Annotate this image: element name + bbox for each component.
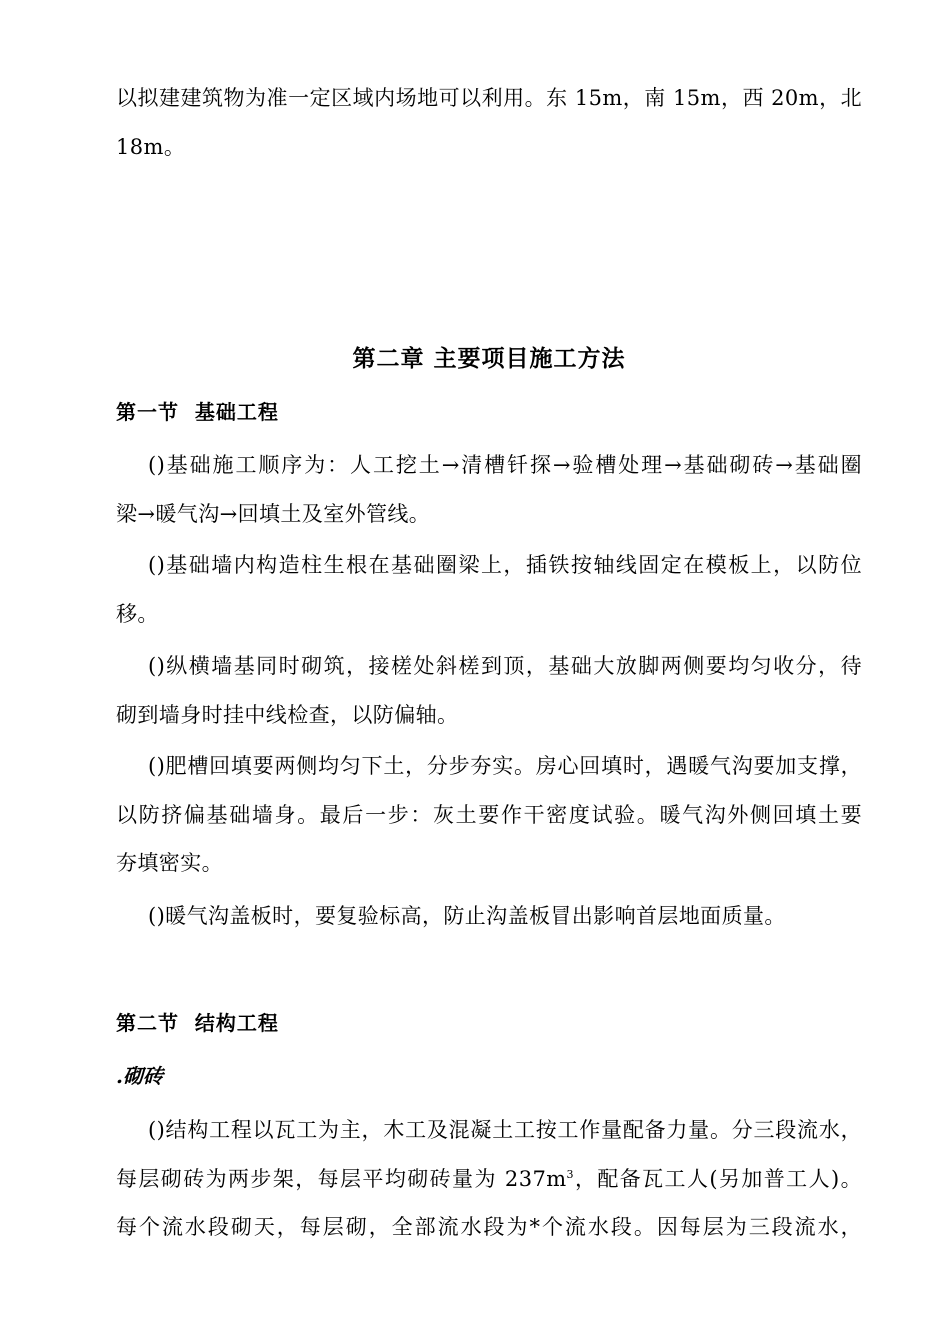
chapter-title: 第二章 主要项目施工方法 bbox=[352, 345, 626, 372]
s2-p1-line-3: 每个流水段砌天，每层砌，全部流水段为*个流水段。因每层为三段流水， bbox=[116, 1215, 862, 1239]
s2-p1-line-1: ()结构工程以瓦工为主，木工及混凝土工按工作量配备力量。分三段流水， bbox=[148, 1118, 862, 1142]
s1-p4-line-3: 夯填密实。 bbox=[116, 851, 223, 875]
s1-p1-line-1: ()基础施工顺序为：人工挖土→清槽钎探→验槽处理→基础砌砖→基础圈 bbox=[148, 453, 862, 477]
s1-p4-line-2: 以防挤偏基础墙身。最后一步：灰土要作干密度试验。暖气沟外侧回填土要 bbox=[116, 803, 862, 827]
s1-p2-line-2: 移。 bbox=[116, 602, 159, 626]
s2-p1-line-2 bbox=[116, 1165, 862, 1193]
section-2-subtitle: .砌砖 bbox=[116, 1064, 163, 1088]
s1-p5-line-1: ()暖气沟盖板时，要复验标高，防止沟盖板冒出影响首层地面质量。 bbox=[148, 904, 786, 928]
s1-p2-line-1: ()基础墙内构造柱生根在基础圈梁上，插铁按轴线固定在模板上，以防位 bbox=[148, 553, 862, 577]
section-1-title: 第一节 基础工程 bbox=[116, 400, 279, 424]
intro-line-2: 18m。 bbox=[116, 135, 186, 159]
s1-p4-line-1: ()肥槽回填要两侧均匀下土，分步夯实。房心回填时，遇暖气沟要加支撑， bbox=[148, 754, 862, 778]
s1-p3-line-2: 砌到墙身时挂中线检查，以防偏轴。 bbox=[116, 703, 459, 727]
s1-p1-line-2: 梁→暖气沟→回填土及室外管线。 bbox=[116, 502, 431, 526]
superscript-3: 3 bbox=[566, 1168, 574, 1181]
s2-p1-line-2-text-b: ，配备瓦工人(另加普工人)。 bbox=[573, 1167, 862, 1191]
section-2-title: 第二节 结构工程 bbox=[116, 1011, 279, 1035]
intro-line-1: 以拟建建筑物为准一定区域内场地可以利用。东 15m，南 15m，西 20m，北 bbox=[116, 86, 862, 110]
s1-p3-line-1: ()纵横墙基同时砌筑，接槎处斜槎到顶，基础大放脚两侧要均匀收分，待 bbox=[148, 654, 862, 678]
s2-p1-line-2-text-a: 每层砌砖为两步架，每层平均砌砖量为 237m bbox=[116, 1167, 567, 1191]
